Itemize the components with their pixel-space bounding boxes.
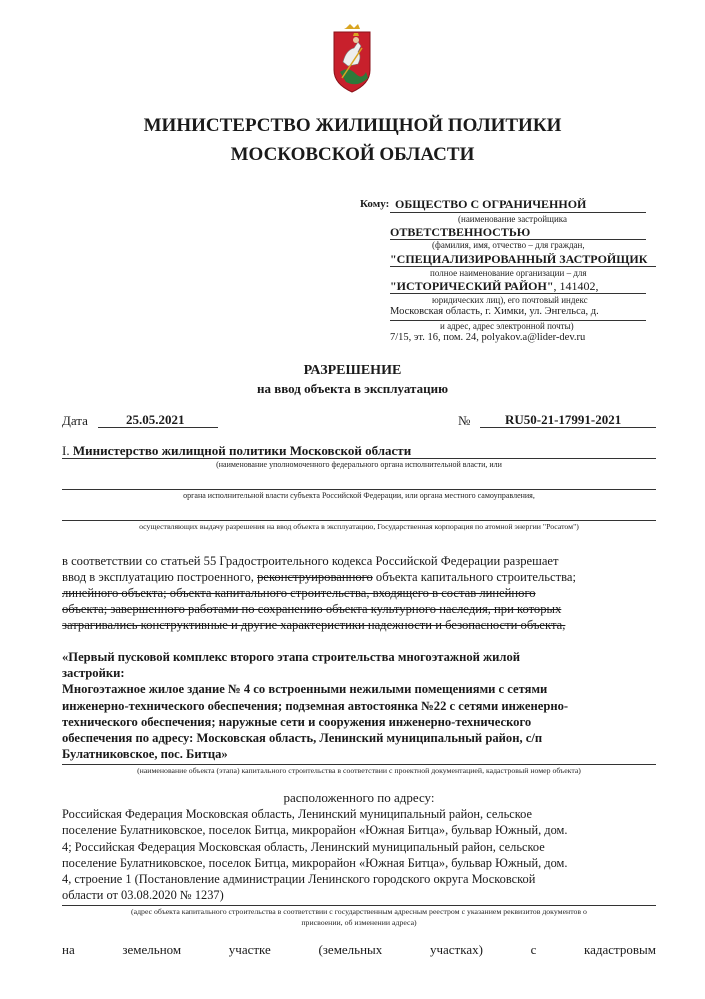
- section1-caption3: осуществляющих выдачу разрешения на ввод объекта в эксплуатацию, Государственная корпорация по атомной энергии "Росатом"): [139, 522, 579, 531]
- object-line4: инженерно-технического обеспечения; подземная автостоянка №22 с сетями инженерно-: [62, 698, 569, 713]
- number-label: №: [458, 413, 471, 428]
- location-heading: расположенного по адресу:: [283, 790, 435, 805]
- permission-line4: объекта; завершенного работами по сохранению объекта культурного наследия, при которых: [62, 602, 562, 616]
- object-line3: Многоэтажное жилое здание № 4 со встроенными нежилыми помещениями с сетями: [62, 682, 548, 697]
- location-line4: поселение Булатниковское, поселок Битца, микрорайон «Южная Битца», бульвар Южный, дом.: [62, 855, 568, 870]
- location-caption1: (адрес объекта капитального строительства в соответствии с государственным адресным реестром с указанием реквизитов документов о: [131, 907, 587, 916]
- section1-caption1: (наименование уполномоченного федерального органа исполнительной власти, или: [216, 460, 502, 469]
- land-word-5: участках): [429, 942, 483, 957]
- date-label: Дата: [62, 413, 88, 428]
- object-description: [62, 649, 656, 762]
- location-line3: 4; Российская Федерация Московская область, Ленинский муниципальный район, сельское: [62, 839, 545, 854]
- section1-rule-1: [62, 458, 656, 459]
- land-plot-line: [62, 942, 656, 958]
- addressee-postcode: , 141402,: [553, 279, 599, 293]
- number-rule: [480, 427, 656, 428]
- location-line6: области от 03.08.2020 № 1237): [62, 888, 224, 903]
- land-word-6: с: [530, 942, 537, 957]
- land-word-2: земельном: [122, 942, 182, 957]
- section1-caption2: органа исполнительной власти субъекта Российской Федерации, или органа местного самоуправления,: [183, 491, 535, 500]
- ministry-title-line2: МОСКОВСКОЙ ОБЛАСТИ: [230, 144, 475, 165]
- object-line7: Булатниковское, пос. Битца»: [62, 747, 228, 762]
- date-rule: [98, 427, 218, 428]
- land-word-1: на: [62, 942, 75, 957]
- addressee-org-name-end: "ИСТОРИЧЕСКИЙ РАЙОН": [390, 279, 554, 293]
- location-line2: поселение Булатниковское, поселок Битца, микрорайон «Южная Битца», бульвар Южный, дом.: [62, 823, 568, 838]
- ministry-title-line1: МИНИСТЕРСТВО ЖИЛИЩНОЙ ПОЛИТИКИ: [143, 115, 562, 136]
- addressee-org-line4: [390, 279, 598, 294]
- addressee-rule-4: [390, 293, 646, 294]
- permission-line2-a: ввод в эксплуатацию построенного,: [62, 570, 258, 584]
- permission-line2-b: объекта капитального строительства;: [372, 570, 576, 584]
- permission-paragraph: [62, 553, 656, 633]
- addressee-caption1: (наименование застройщика: [458, 214, 568, 224]
- permission-line2-strike: реконструированного: [257, 570, 373, 584]
- addressee-rule-3: [390, 266, 656, 267]
- land-word-7: кадастровым: [583, 942, 656, 957]
- permission-line5: затрагивались конструктивные и другие характеристики надежности и безопасности объекта,: [62, 618, 566, 632]
- addressee-caption5: и адрес, адрес электронной почты): [440, 321, 574, 331]
- document-subtitle: на ввод объекта в эксплуатацию: [256, 381, 448, 396]
- location-address: [62, 806, 656, 904]
- object-line6: обеспечения по адресу: Московская область, Ленинский муниципальный район, с/п: [62, 731, 543, 746]
- addressee-address-line2: 7/15, эт. 16, пом. 24, polyakov.a@lider-dev.ru: [390, 332, 586, 343]
- document-title: РАЗРЕШЕНИЕ: [303, 363, 402, 378]
- location-line1: Российская Федерация Московская область, Ленинский муниципальный район, сельское: [62, 807, 532, 821]
- date-value: 25.05.2021: [126, 412, 185, 427]
- addressee-org-line3: "СПЕЦИАЛИЗИРОВАННЫЙ ЗАСТРОЙЩИК: [390, 252, 648, 266]
- to-label: Кому:: [360, 198, 390, 210]
- land-word-3: участке: [228, 942, 271, 957]
- land-word-4: (земельных: [318, 942, 383, 957]
- location-caption2: присвоении, об изменении адреса): [301, 918, 417, 927]
- addressee-caption3: полное наименование организации – для: [430, 268, 587, 278]
- permission-line1: в соответствии со статьей 55 Градостроительного кодекса Российской Федерации разрешает: [62, 554, 559, 568]
- object-rule: [62, 764, 656, 765]
- section1-rule-3: [62, 520, 656, 521]
- coat-of-arms-icon: [328, 22, 376, 96]
- permission-line3: линейного объекта; объекта капитального строительства, входящего в состав линейного: [62, 586, 536, 600]
- addressee-caption2: (фамилия, имя, отчество – для граждан,: [432, 240, 585, 250]
- object-line5: технического обеспечения; наружные сети и сооружения инженерно-технического: [62, 714, 532, 729]
- object-line1: «Первый пусковой комплекс второго этапа строительства многоэтажной жилой: [62, 650, 521, 664]
- permission-line2: [62, 569, 656, 585]
- number-value: RU50-21-17991-2021: [505, 412, 622, 427]
- section1-roman: I.: [62, 443, 70, 458]
- addressee-rule-1: [390, 212, 646, 213]
- addressee-address-line1: Московская область, г. Химки, ул. Энгельса, д.: [390, 306, 599, 317]
- location-line5: 4, строение 1 (Постановление администрации Ленинского городского округа Московской: [62, 872, 536, 887]
- object-caption: (наименование объекта (этапа) капитального строительства в соответствии с проектной документацией, кадастровый номер объекта): [137, 766, 581, 775]
- addressee-caption4: юридических лиц), его почтовый индекс: [432, 295, 588, 305]
- section1-heading: [62, 443, 411, 459]
- addressee-org-line2: ОТВЕТСТВЕННОСТЬЮ: [390, 225, 531, 239]
- issuing-authority: Министерство жилищной политики Московской области: [72, 443, 412, 458]
- section1-rule-2: [62, 489, 656, 490]
- addressee-org-line1: ОБЩЕСТВО С ОГРАНИЧЕННОЙ: [395, 197, 587, 211]
- location-rule: [62, 905, 656, 906]
- object-line2: застройки:: [62, 666, 125, 681]
